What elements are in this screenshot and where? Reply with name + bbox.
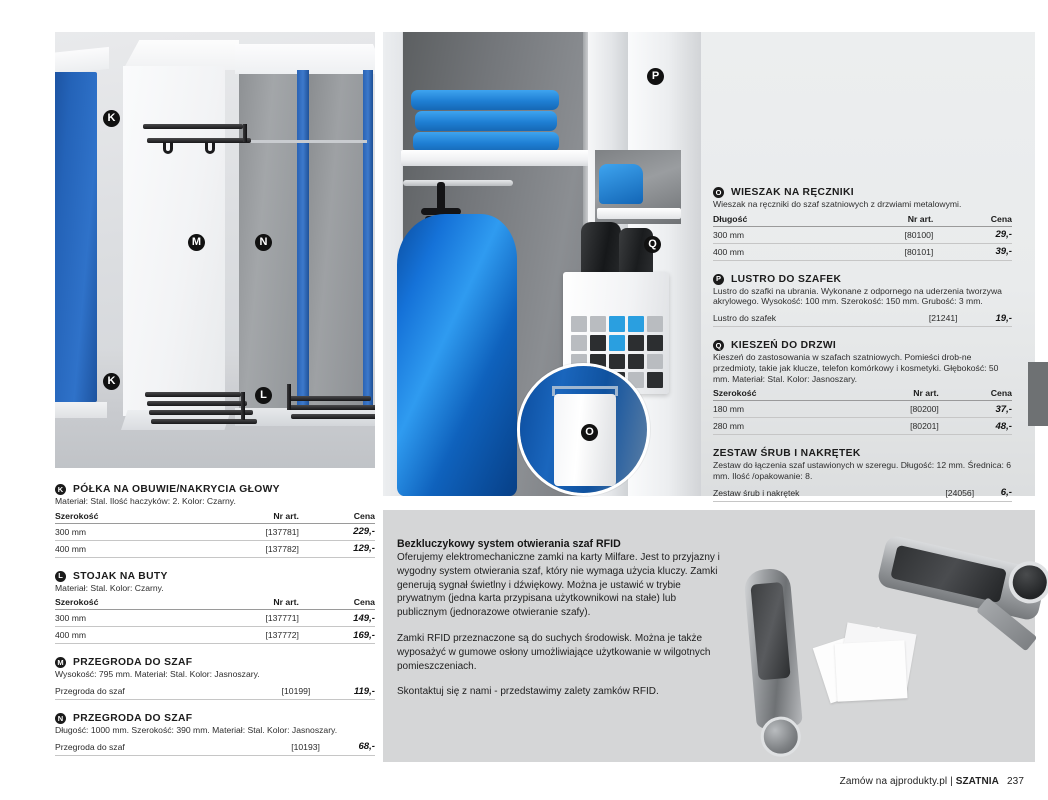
section-title: PRZEGRODA DO SZAF xyxy=(73,713,193,725)
price-table xyxy=(55,739,375,756)
col-header-price: Cena xyxy=(313,510,375,524)
cell-artno: [80100] xyxy=(817,226,947,243)
white-locker-center xyxy=(123,40,239,432)
table-row xyxy=(55,627,375,644)
rfid-locks-photo xyxy=(728,524,1028,750)
section-stojak-na-buty xyxy=(55,571,375,645)
rfid-cards xyxy=(820,624,924,710)
section-bullet-icon: L xyxy=(55,571,66,582)
section-lustro-do-szafek xyxy=(713,274,1012,327)
col-header-size: Szerokość xyxy=(55,596,178,610)
callout-badge-k-upper: K xyxy=(103,110,120,127)
rfid-lock-vertical xyxy=(743,567,803,728)
cell-size: 280 mm xyxy=(713,418,834,435)
cell-artno: [137781] xyxy=(178,523,313,540)
section-description: Wysokość: 795 mm. Materiał: Stal. Kolor: Jasnoszary. xyxy=(55,669,260,680)
cell-artno: [137771] xyxy=(178,610,313,627)
blue-locker-left xyxy=(55,50,109,420)
cell-product: Przegroda do szaf xyxy=(55,739,228,756)
cell-price: 149,- xyxy=(313,610,375,627)
cell-price: 229,- xyxy=(313,523,375,540)
cell-size: 300 mm xyxy=(713,226,817,243)
section-title: WIESZAK NA RĘCZNIKI xyxy=(731,187,854,198)
table-row xyxy=(55,523,375,540)
cell-size: 180 mm xyxy=(713,401,834,418)
hat-shelf-rack xyxy=(143,124,253,164)
price-table xyxy=(55,596,375,644)
rfid-title: Bezkluczykowy system otwierania szaf RFID xyxy=(397,538,621,550)
section-zestaw-srub-i-nakretek xyxy=(713,448,1012,501)
section-title: STOJAK NA BUTY xyxy=(73,570,168,582)
rfid-text-block xyxy=(397,538,727,699)
section-bullet-icon: P xyxy=(713,274,724,285)
section-description: Materiał: Stal. Kolor: Czarny. xyxy=(55,582,164,593)
col-header-artno: Nr art. xyxy=(178,510,313,524)
col-header-size: Szerokość xyxy=(713,387,834,401)
cell-artno: [10199] xyxy=(222,683,324,700)
price-table xyxy=(713,310,1012,327)
cell-product: Lustro do szafek xyxy=(713,310,867,327)
rfid-paragraph-3: Skontaktuj się z nami - przedstawimy zalety zamków RFID. xyxy=(397,686,659,698)
page-edge-tab xyxy=(1028,362,1048,426)
callout-badge-n: N xyxy=(255,234,272,251)
section-kieszen-do-drzwi xyxy=(713,340,1012,435)
cell-artno: [80201] xyxy=(834,418,953,435)
section-title: PÓŁKA NA OBUWIE/NAKRYCIA GŁOWY xyxy=(73,484,280,495)
cell-artno: [80200] xyxy=(834,401,953,418)
table-row xyxy=(55,739,375,756)
cell-artno: [24056] xyxy=(897,485,988,502)
section-bullet-icon: N xyxy=(55,713,66,724)
section-bullet-icon: O xyxy=(713,187,724,198)
col-header-artno: Nr art. xyxy=(178,596,313,610)
cell-price: 39,- xyxy=(947,243,1012,260)
col-header-artno: Nr art. xyxy=(834,387,953,401)
section-bullet-icon: K xyxy=(55,484,66,495)
rfid-promo-panel xyxy=(383,510,1035,762)
cell-price: 119,- xyxy=(324,683,375,700)
rfid-paragraph-1: Oferujemy elektromechaniczne zamki na karty Milfare. Jest to przyjazny i wygodny system otwierania szaf, który nie wymaga użycia kluczy. Zamki generują sygnał świetlny i dźwiękowy. Można je ustawić w trybie prywatnym (jedna karta przypisana użytkownikowi na stałe) lub publicznym (jednorazowe otwieranie szafy). xyxy=(397,552,720,619)
cell-price: 48,- xyxy=(953,418,1012,435)
rfid-paragraph-2: Zamki RFID przeznaczone są do suchych środowisk. Można je także wyposażyć w gumowe osłony umożliwiające użytkowanie w wilgotnych pomieszczeniach. xyxy=(397,632,711,672)
section-bullet-icon: Q xyxy=(713,340,724,351)
callout-badge-m: M xyxy=(188,234,205,251)
section-wieszak-na-reczniki xyxy=(713,187,1012,261)
col-header-size: Szerokość xyxy=(55,510,178,524)
cell-size: 300 mm xyxy=(55,610,178,627)
table-row xyxy=(713,418,1012,435)
cell-artno: [21241] xyxy=(867,310,971,327)
cell-size: 400 mm xyxy=(713,243,817,260)
left-product-sections xyxy=(55,484,375,756)
table-row xyxy=(55,610,375,627)
callout-badge-o: O xyxy=(581,424,598,441)
price-table xyxy=(713,387,1012,435)
table-row xyxy=(713,401,1012,418)
section-title: LUSTRO DO SZAFEK xyxy=(731,273,842,285)
shoe-rack-right xyxy=(287,396,375,438)
callout-badge-k-lower: K xyxy=(103,373,120,390)
cell-price: 19,- xyxy=(972,310,1012,327)
callout-badge-l: L xyxy=(255,387,272,404)
cell-price: 37,- xyxy=(953,401,1012,418)
cell-product: Przegroda do szaf xyxy=(55,683,222,700)
cell-artno: [80101] xyxy=(817,243,947,260)
section-description: Długość: 1000 mm. Szerokość: 390 mm. Materiał: Stal. Kolor: Jasnoszary. xyxy=(55,725,338,736)
cell-size: 400 mm xyxy=(55,627,178,644)
table-row xyxy=(55,540,375,557)
price-table xyxy=(55,683,375,700)
col-header-price: Cena xyxy=(313,596,375,610)
footer-order-text: Zamów na ajprodukty.pl | xyxy=(839,776,956,787)
section-description: Materiał: Stal. Ilość haczyków: 2. Kolor: Czarny. xyxy=(55,496,236,506)
table-row xyxy=(713,243,1012,260)
left-column xyxy=(55,32,375,753)
table-row xyxy=(55,683,375,700)
section-bullet-icon: M xyxy=(55,657,66,668)
section-description: Lustro do szafki na ubrania. Wykonane z odpornego na uderzenia tworzywa akrylowego. Wysokość: 100 mm. Szerokość: 150 mm. Grubość: 3 mm. xyxy=(713,285,1002,307)
section-polka-na-obuwie xyxy=(55,484,375,558)
table-row xyxy=(713,310,1012,327)
section-title: PRZEGRODA DO SZAF xyxy=(73,657,193,669)
page-footer xyxy=(840,776,1024,787)
cell-artno: [137782] xyxy=(178,540,313,557)
footer-page-number: 237 xyxy=(1007,776,1024,787)
table-row xyxy=(713,485,1012,502)
cell-artno: [137772] xyxy=(178,627,313,644)
locker-accessories-photo xyxy=(55,32,375,468)
shoe-rack-left xyxy=(145,392,257,436)
col-header-price: Cena xyxy=(947,213,1012,227)
section-przegroda-n xyxy=(55,713,375,756)
section-description: Zestaw do łączenia szaf ustawionych w szeregu. Długość: 12 mm. Średnica: 6 mm. Ilość /opakowanie: 8. xyxy=(713,460,1012,482)
section-title: ZESTAW ŚRUB I NAKRĘTEK xyxy=(713,448,861,460)
price-table xyxy=(713,213,1012,261)
cell-size: 300 mm xyxy=(55,523,178,540)
section-description: Wieszak na ręczniki do szaf szatniowych z drzwiami metalowymi. xyxy=(713,199,962,209)
cell-artno: [10193] xyxy=(228,739,334,756)
price-table xyxy=(713,485,1012,502)
rfid-lock-angled xyxy=(876,534,1047,622)
footer-section-name: SZATNIA xyxy=(955,776,999,787)
section-description: Kieszeń do zastosowania w szafach szatniowych. Pomieści drob-ne przedmioty, takie jak klucze, telefon komórkowy i kosmetyki. Głębokość: 50 mm. Materiał: Stal. Kolor: Jasnoszary. xyxy=(713,352,999,384)
cell-price: 129,- xyxy=(313,540,375,557)
cell-product: Zestaw śrub i nakrętek xyxy=(713,485,897,502)
cell-price: 169,- xyxy=(313,627,375,644)
towel-hanger-inset-photo xyxy=(517,363,650,496)
table-row xyxy=(713,226,1012,243)
col-header-price: Cena xyxy=(953,387,1012,401)
callout-badge-q: Q xyxy=(644,236,661,253)
col-header-artno: Nr art. xyxy=(817,213,947,227)
cell-price: 6,- xyxy=(988,485,1012,502)
col-header-length: Długość xyxy=(713,213,817,227)
right-column xyxy=(701,32,1035,499)
cell-size: 400 mm xyxy=(55,540,178,557)
cell-price: 68,- xyxy=(334,739,375,756)
cell-price: 29,- xyxy=(947,226,1012,243)
section-title: KIESZEŃ DO DRZWI xyxy=(731,340,837,352)
callout-badge-p: P xyxy=(647,68,664,85)
price-table xyxy=(55,510,375,558)
section-przegroda-m xyxy=(55,657,375,700)
